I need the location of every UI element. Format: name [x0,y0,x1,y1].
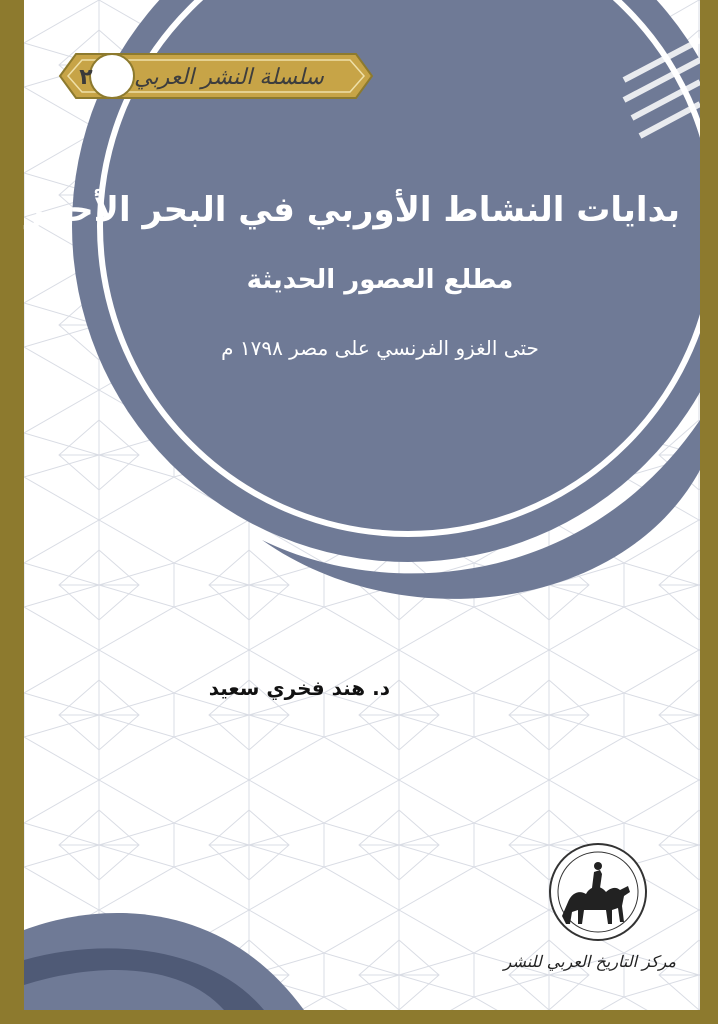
series-label: سلسلة النشر العربي [134,65,324,90]
series-number: ٢ [79,65,93,90]
book-subtitle-secondary: حتى الغزو الفرنسي على مصر ١٧٩٨ م [221,336,539,360]
book-title: بدايات النشاط الأوربي في البحر الأحمر [25,190,680,230]
author-name: د. هند فخري سعيد [208,676,390,700]
book-subtitle: مطلع العصور الحديثة [246,265,514,295]
publisher-name: مركز التاريخ العربي للنشر [503,952,676,971]
